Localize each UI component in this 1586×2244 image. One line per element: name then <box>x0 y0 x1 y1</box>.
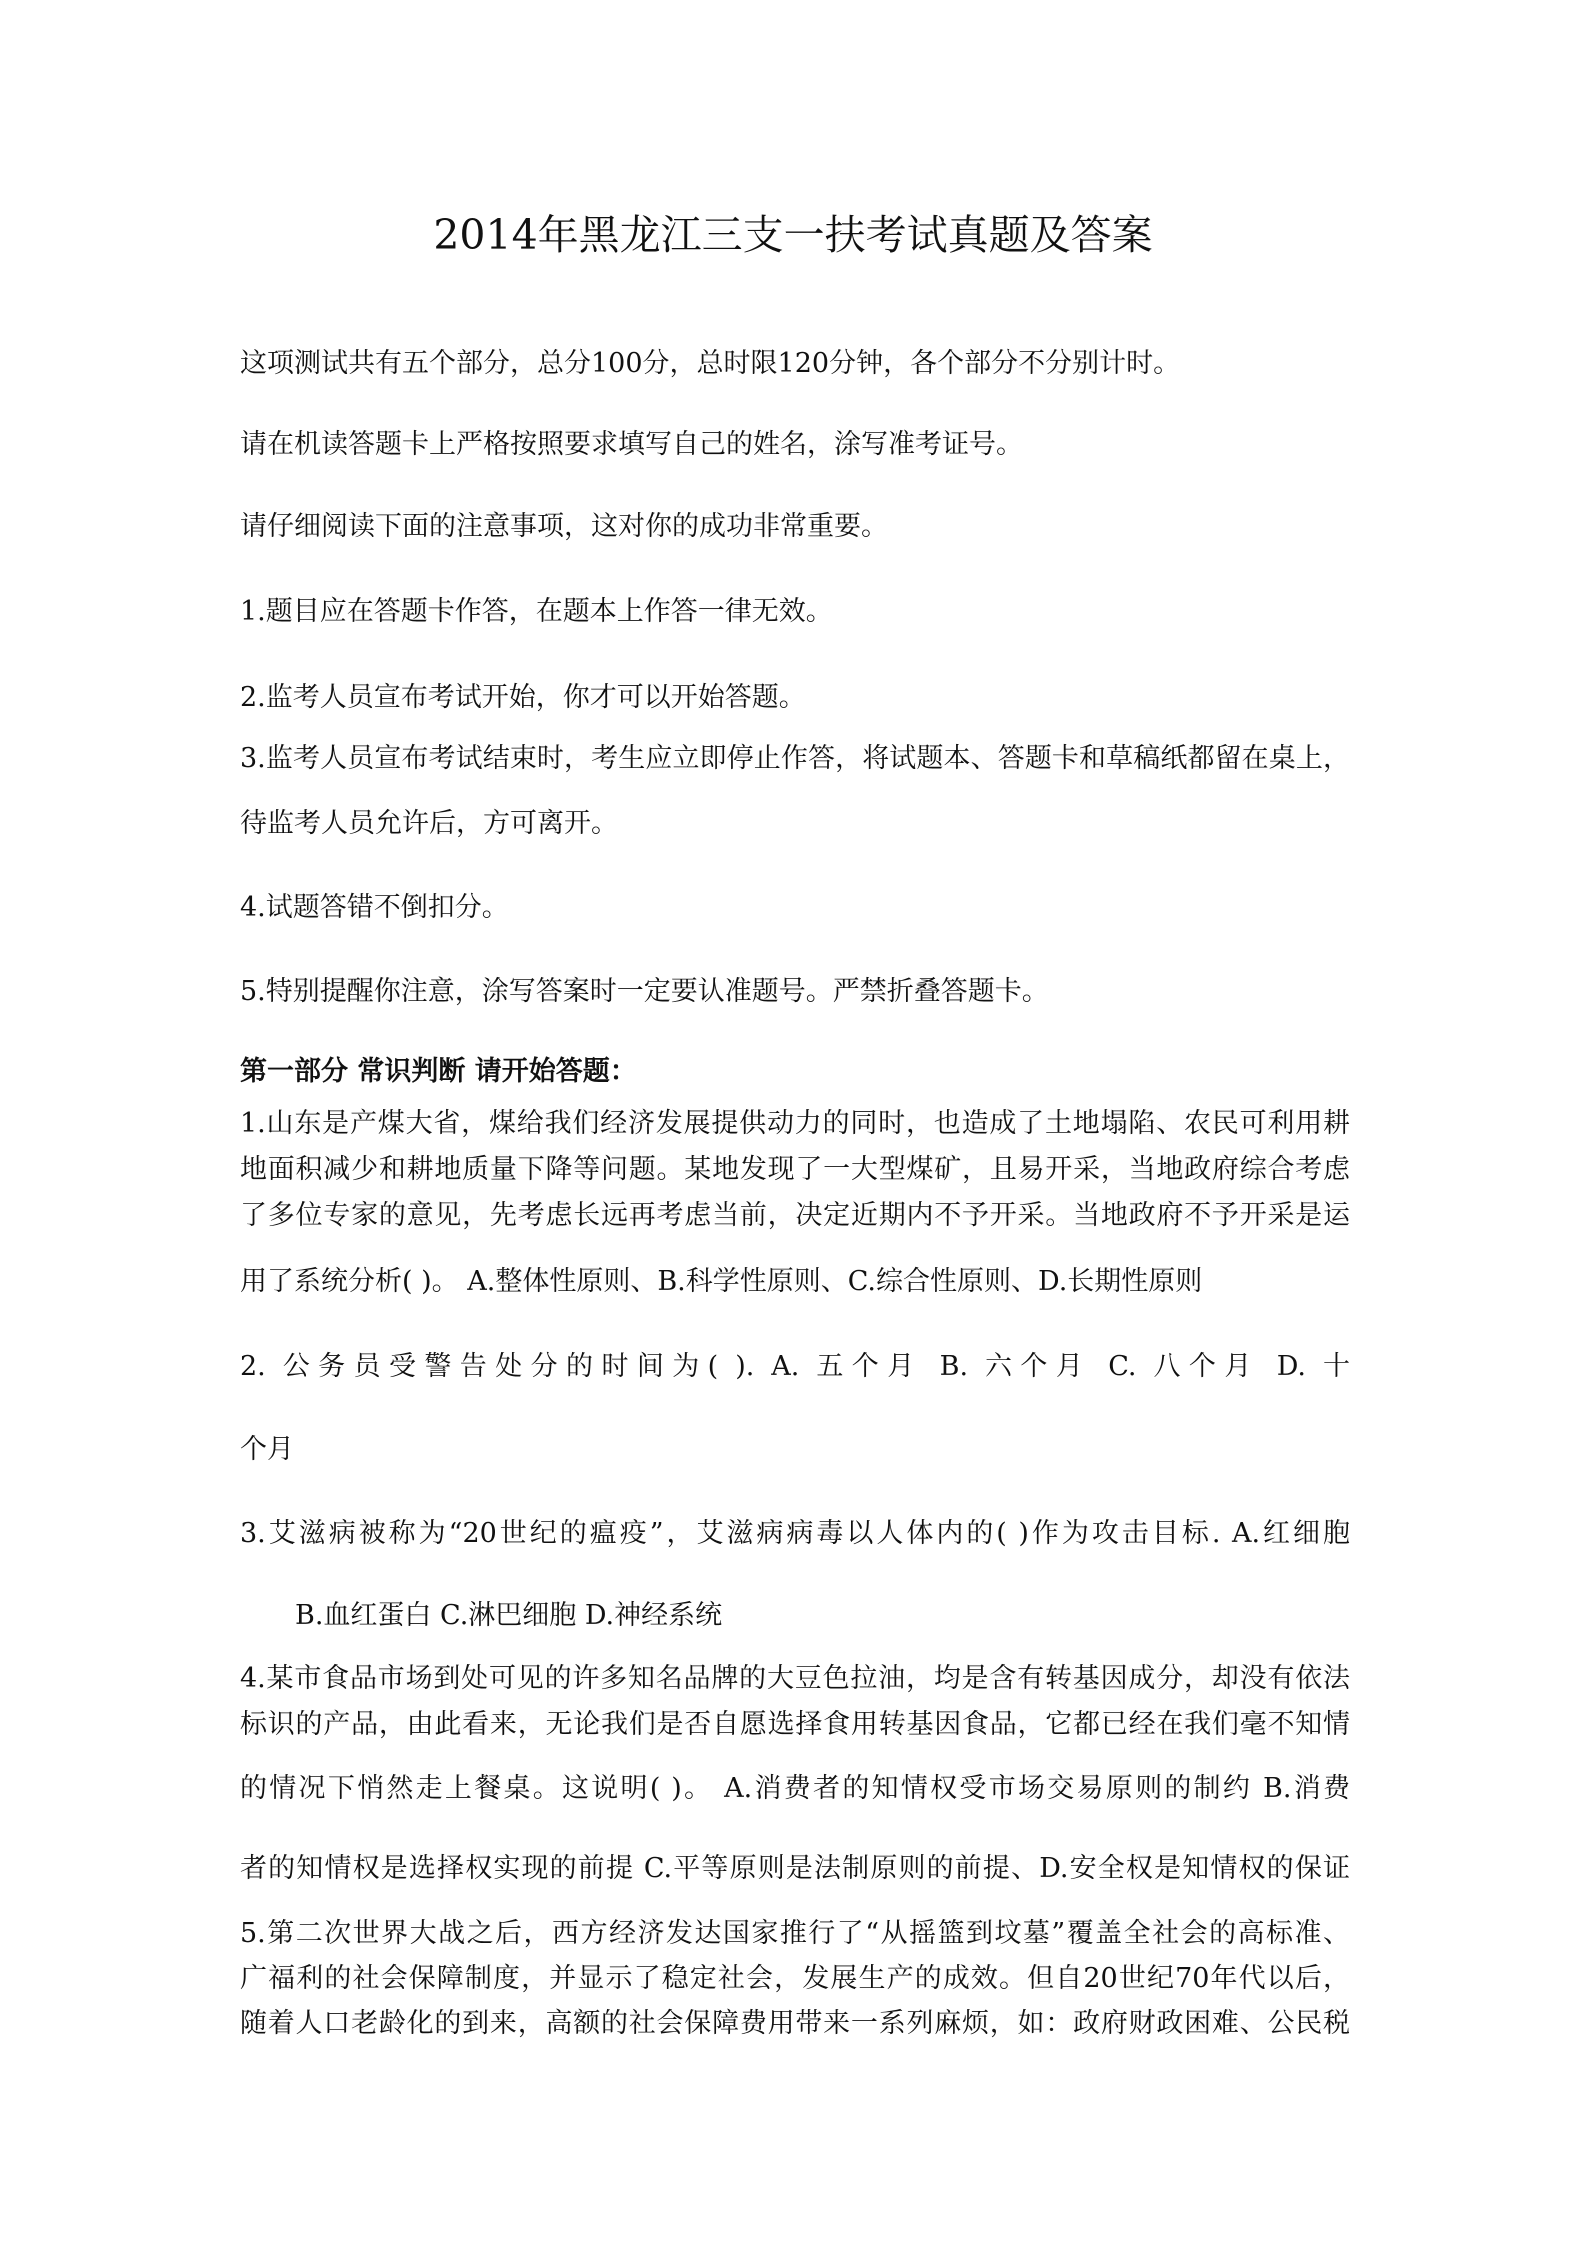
question-line: 4.某市食品市场到处可见的许多知名品牌的大豆色拉油，均是含有转基因成分，却没有依法 <box>240 1663 1350 1694</box>
question-line: 5.第二次世界大战之后，西方经济发达国家推行了“从摇篮到坟墓”覆盖全社会的高标准、 <box>240 1918 1350 1949</box>
notice-item: 待监考人员允许后，方可离开。 <box>240 808 618 839</box>
intro-line: 请在机读答题卡上严格按照要求填写自己的姓名，涂写准考证号。 <box>240 429 1023 460</box>
question-line: 随着人口老龄化的到来，高额的社会保障费用带来一系列麻烦，如：政府财政困难、公民税 <box>240 2008 1350 2039</box>
notice-item: 3.监考人员宣布考试结束时，考生应立即停止作答，将试题本、答题卡和草稿纸都留在桌上， <box>240 743 1350 774</box>
notice-item: 2.监考人员宣布考试开始，你才可以开始答题。 <box>240 682 806 713</box>
notice-item: 5.特别提醒你注意，涂写答案时一定要认准题号。严禁折叠答题卡。 <box>240 976 1049 1007</box>
question-line: 3.艾滋病被称为“20世纪的瘟疫”，艾滋病病毒以人体内的( )作为攻击目标. A.红细胞 <box>240 1518 1350 1549</box>
intro-line: 请仔细阅读下面的注意事项，这对你的成功非常重要。 <box>240 511 888 542</box>
question-line: 用了系统分析( )。 A.整体性原则、B.科学性原则、C.综合性原则、D.长期性原则 <box>240 1266 1203 1297</box>
question-line: 广福利的社会保障制度，并显示了稳定社会，发展生产的成效。但自20世纪70年代以后， <box>240 1963 1350 1994</box>
question-line: 者的知情权是选择权实现的前提 C.平等原则是法制原则的前提、D.安全权是知情权的保证 <box>240 1853 1350 1884</box>
question-line: 个月 <box>240 1434 294 1465</box>
question-line: B.血红蛋白 C.淋巴细胞 D.神经系统 <box>295 1600 723 1631</box>
question-line: 了多位专家的意见，先考虑长远再考虑当前，决定近期内不予开采。当地政府不予开采是运 <box>240 1200 1350 1231</box>
page-title: 2014年黑龙江三支一扶考试真题及答案 <box>433 211 1153 259</box>
question-line: 1.山东是产煤大省，煤给我们经济发展提供动力的同时，也造成了土地塌陷、农民可利用耕 <box>240 1108 1350 1139</box>
intro-line: 这项测试共有五个部分，总分100分，总时限120分钟，各个部分不分别计时。 <box>240 348 1181 379</box>
question-line: 标识的产品，由此看来，无论我们是否自愿选择食用转基因食品，它都已经在我们毫不知情 <box>240 1709 1350 1740</box>
notice-item: 4.试题答错不倒扣分。 <box>240 892 509 923</box>
section-heading: 第一部分 常识判断 请开始答题： <box>240 1056 637 1087</box>
question-line: 的情况下悄然走上餐桌。这说明( )。 A.消费者的知情权受市场交易原则的制约 B.消费 <box>240 1773 1350 1804</box>
notice-item: 1.题目应在答题卡作答，在题本上作答一律无效。 <box>240 596 833 627</box>
question-line: 地面积减少和耕地质量下降等问题。某地发现了一大型煤矿，且易开采，当地政府综合考虑 <box>240 1154 1350 1185</box>
question-line: 2. 公务员受警告处分的时间为( ). A. 五个月 B. 六个月 C. 八个月 D. 十 <box>240 1351 1350 1382</box>
